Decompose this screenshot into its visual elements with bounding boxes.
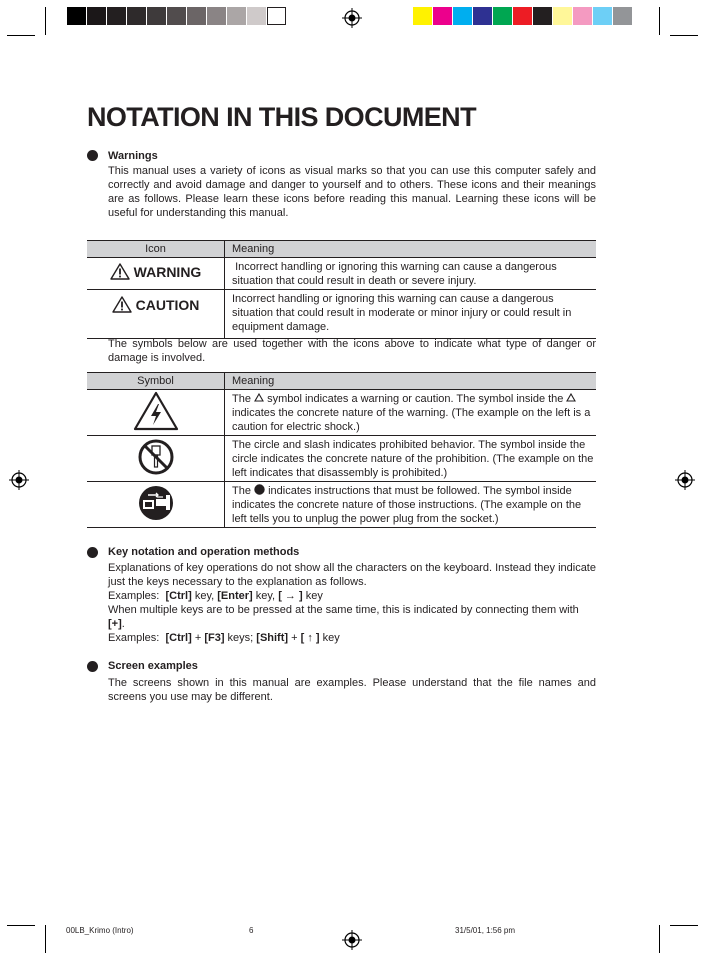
table-row	[87, 390, 596, 436]
table-header-row	[87, 241, 596, 258]
color-swatch	[493, 7, 512, 25]
color-swatch	[533, 7, 552, 25]
color-swatch	[127, 7, 146, 25]
bullet-icon	[87, 547, 98, 558]
color-swatch	[473, 7, 492, 25]
color-swatch	[267, 7, 286, 25]
registration-mark-icon	[9, 470, 29, 490]
footer-filename: 00LB_Krimo (Intro)	[66, 926, 134, 935]
page-title: NOTATION IN THIS DOCUMENT	[87, 102, 476, 132]
filled-circle-icon	[254, 484, 265, 495]
table-header-row	[87, 373, 596, 390]
color-swatch	[573, 7, 592, 25]
warning-label: WARNING	[133, 263, 202, 280]
color-swatch	[513, 7, 532, 25]
color-swatch	[613, 7, 632, 25]
color-swatch	[433, 7, 452, 25]
bullet-icon	[87, 150, 98, 161]
key-notation-paragraph	[108, 561, 596, 645]
color-swatch	[247, 7, 266, 25]
color-swatch	[453, 7, 472, 25]
color-swatch	[553, 7, 572, 25]
color-swatch	[593, 7, 612, 25]
caution-meaning: Incorrect handling or ignoring this warning can cause a dangerous situation that could result in moderate or minor injury or could result in equipment damage.	[225, 290, 597, 339]
key-examples-line1: Examples: [Ctrl] key, [Enter] key, [ → ] key	[108, 590, 323, 602]
screen-examples-paragraph: The screens shown in this manual are examples. Please understand that the file names and screens you use may be different.	[108, 677, 596, 703]
key-notation-heading: Key notation and operation methods	[108, 546, 300, 558]
screen-examples-heading: Screen examples	[108, 660, 198, 672]
warnings-heading: Warnings	[108, 150, 158, 162]
color-swatch	[167, 7, 186, 25]
footer-page-number: 6	[249, 926, 254, 935]
no-disassembly-icon	[136, 437, 176, 477]
table-row	[87, 290, 596, 339]
color-swatch	[147, 7, 166, 25]
unplug-icon	[136, 483, 176, 523]
color-swatch	[227, 7, 246, 25]
symbols-intro-paragraph: The symbols below are used together with the icons above to indicate what type of danger or damage is involved.	[108, 338, 596, 364]
registration-mark-icon	[342, 930, 362, 950]
warnings-paragraph: This manual uses a variety of icons as visual marks so that you can use this computer safely and correctly and avoid damage and danger to yourself and to others. These icons and their meanings are as follows. Please learn these icons before reading this manual. Learning these icons will be useful for understanding this manual.	[108, 165, 596, 219]
color-swatch	[207, 7, 226, 25]
icon-column-header: Icon	[87, 241, 225, 258]
registration-mark-icon	[342, 8, 362, 28]
warning-meaning: Incorrect handling or ignoring this warning can cause a dangerous situation that could result in death or severe injury.	[225, 258, 597, 290]
meaning-column-header: Meaning	[225, 241, 597, 258]
color-swatch	[107, 7, 126, 25]
warning-triangle-icon	[112, 296, 132, 313]
no-disassembly-meaning: The circle and slash indicates prohibited behavior. The symbol inside the circle indicates the concrete nature of the prohibition. (The example on the left indicates that disassembly is prohibited.)	[225, 436, 597, 482]
caution-signal-word	[112, 296, 200, 313]
small-triangle-icon	[566, 393, 576, 402]
bullet-icon	[87, 661, 98, 672]
table-row	[87, 258, 596, 290]
registration-mark-icon	[675, 470, 695, 490]
warning-triangle-icon	[110, 263, 130, 280]
caution-label: CAUTION	[135, 296, 200, 313]
shock-meaning: The symbol indicates a warning or caution. The symbol inside the indicates the concrete nature of the warning. (The example on the left is a caution for electric shock.)	[225, 390, 597, 436]
small-triangle-icon	[254, 393, 264, 402]
icon-table	[87, 240, 596, 339]
symbol-table	[87, 372, 596, 528]
symbol-column-header: Symbol	[87, 373, 225, 390]
footer-timestamp: 31/5/01, 1:56 pm	[455, 926, 516, 935]
meaning-column-header: Meaning	[225, 373, 597, 390]
table-row	[87, 436, 596, 482]
color-swatch	[413, 7, 432, 25]
color-swatch	[67, 7, 86, 25]
key-notation-line2: When multiple keys are to be pressed at the same time, this is indicated by connecting them with [+].	[108, 604, 579, 630]
electric-shock-icon	[133, 391, 179, 431]
unplug-meaning: The indicates instructions that must be followed. The symbol inside indicates the concrete nature of those instructions. (The example on the left tells you to unplug the power plug from the socket.)	[225, 482, 597, 528]
color-swatch	[87, 7, 106, 25]
table-row	[87, 482, 596, 528]
warning-signal-word	[110, 263, 202, 280]
color-swatch	[187, 7, 206, 25]
key-notation-line1: Explanations of key operations do not show all the characters on the keyboard. Instead they indicate just the keys necessary to the explanation as follows.	[108, 562, 596, 588]
key-examples-line2: Examples: [Ctrl] + [F3] keys; [Shift] + [ ↑ ] key	[108, 632, 340, 644]
